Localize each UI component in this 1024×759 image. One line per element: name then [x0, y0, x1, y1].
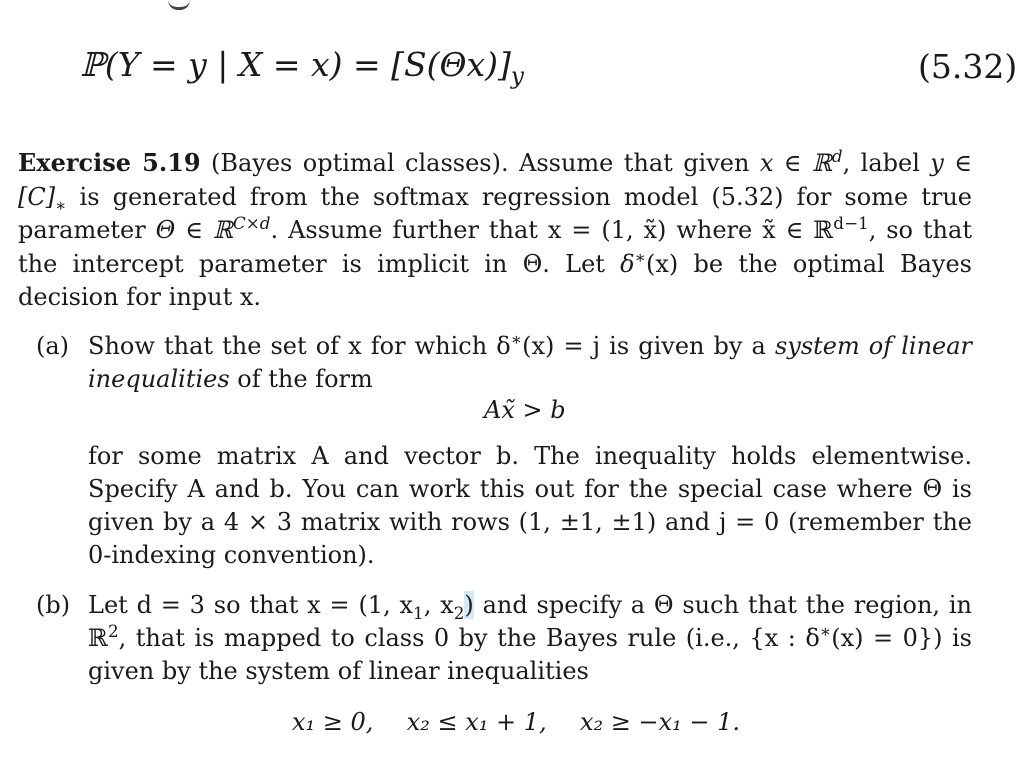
part-a-text-continued: for some matrix A and vector b. The inequality holds elementwise. Specify A and b. You can work this out for the special case where Θ is given by a 4 × 3 matrix with rows (1, ±1, ±1) and j = 0 (remember the 0-indexing convention). — [88, 442, 972, 569]
exercise-text: , label — [842, 149, 931, 177]
exercise-sup: d — [831, 146, 843, 166]
part-a-continued — [36, 440, 972, 572]
part-b-sub-2: 2 — [453, 602, 465, 623]
equation-subscript: y — [510, 63, 524, 90]
equation-body: ℙ(Y = y | X = x) = [S(Θx)] — [80, 45, 511, 84]
part-b-label: (b) — [36, 591, 71, 619]
part-b-star: ∗ — [819, 621, 832, 641]
exercise-math: δ — [620, 249, 635, 278]
part-b-text-5: (x) = 0}) is given by the system of linear inequalities — [88, 624, 973, 685]
exercise-math: x = (1, x̃) where x̃ ∈ ℝ — [547, 216, 834, 244]
part-b-text-3: and specify a Θ such that the region, in ℝ — [88, 591, 973, 652]
part-a-text — [88, 330, 972, 396]
part-a-text-4: of the form — [229, 365, 373, 393]
exercise-sup: C×d — [232, 213, 271, 233]
part-b-sup: 2 — [107, 621, 119, 641]
part-b-sub-1: 1 — [413, 602, 424, 623]
part-a-emphasis: system of linear inequalities — [88, 332, 973, 393]
exercise-text: is generated from the softmax regression model (5.32) for some true parameter — [18, 182, 972, 244]
inequality-1: x₁ ≥ 0, — [292, 708, 374, 736]
exercise-text: Assume that given — [518, 149, 760, 177]
highlighted-paren: ) — [464, 591, 474, 619]
exercise-text: . Assume further that — [270, 216, 548, 244]
part-b — [36, 589, 972, 688]
exercise-sup: ∗ — [634, 246, 647, 267]
exercise-paragraph — [18, 146, 972, 315]
part-a-text-1: Show that the set of — [88, 332, 349, 360]
equation-number: (5.32) — [918, 47, 1018, 86]
exercise-label: Exercise 5.19 — [18, 148, 201, 177]
part-b-text-1: Let d = 3 so that x = (1, x — [88, 591, 414, 619]
part-a-star: ∗ — [510, 329, 523, 349]
linear-inequality-system — [292, 708, 740, 736]
part-a-text-3: (x) = j is given by a — [522, 332, 775, 360]
part-a-text-2: x for which δ — [348, 332, 511, 360]
inequality-2: x₂ ≤ x₁ + 1, — [406, 708, 547, 736]
exercise-sup: d−1 — [833, 213, 869, 233]
part-b-text-2: , x — [423, 591, 454, 619]
exercise-text: (x) be the optimal Bayes decision for input x. — [18, 249, 972, 311]
exercise-math: x ∈ ℝ — [759, 149, 832, 177]
exercise-sub: ∗ — [55, 194, 67, 215]
exercise-text: , so that the intercept parameter is implicit in Θ. Let — [18, 216, 972, 278]
softmax-equation — [80, 45, 524, 90]
part-a — [36, 330, 972, 396]
part-a-label: (a) — [36, 332, 70, 360]
exercise-math: Θ ∈ ℝ — [155, 216, 233, 244]
previous-page-fragment — [168, 0, 190, 10]
inequality-3: x₂ ≥ −x₁ − 1. — [579, 708, 740, 736]
part-b-text-4: , that is mapped to class 0 by the Bayes rule (i.e., {x : δ — [118, 624, 820, 652]
exercise-math: y ∈ [C] — [18, 149, 972, 211]
exercise-title: (Bayes optimal classes). — [210, 149, 509, 177]
part-b-text — [88, 589, 972, 688]
linear-inequality-a: Ax̃ > b — [484, 396, 566, 424]
